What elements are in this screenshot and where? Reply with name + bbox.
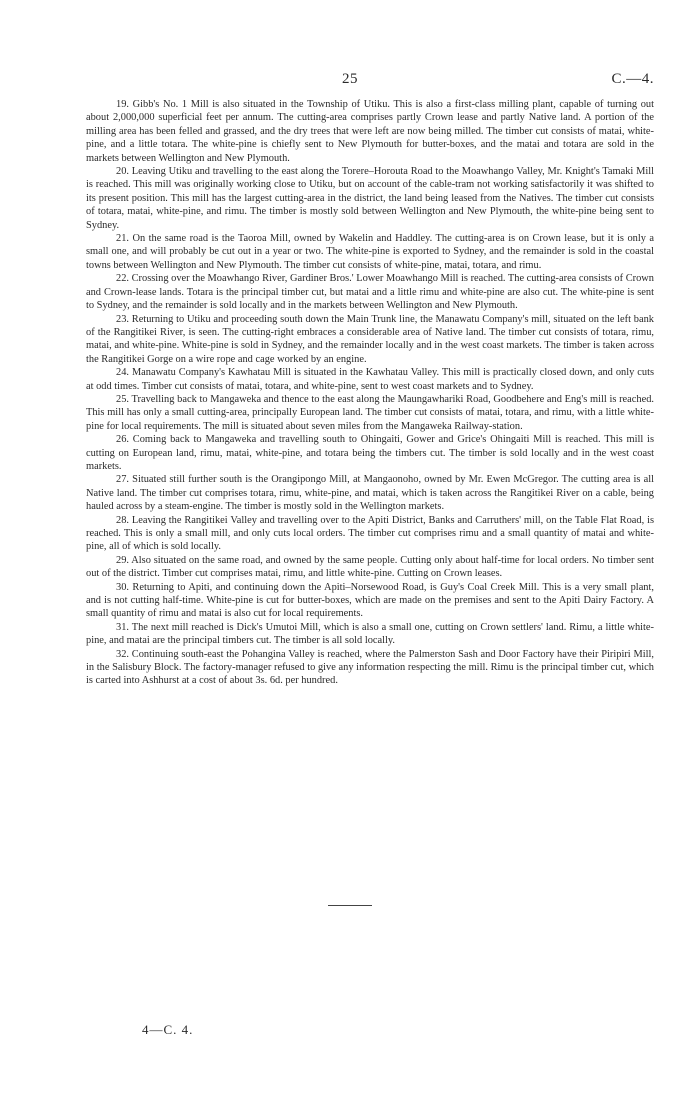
body-text — [86, 98, 654, 688]
paragraph-28: 28. Leaving the Rangitikei Valley and travelling over to the Apiti District, Banks and Carruthers' mill, on the Table Flat Road, is reached. This is only a small mill, and only cuts local orders. The timber cut comprises rimu and a small quantity of matai and white-pine, all of which is sold locally. — [86, 514, 654, 553]
footer-signature: 4—C. 4. — [142, 1022, 194, 1037]
paragraph-19: 19. Gibb's No. 1 Mill is also situated in the Township of Utiku. This is also a first-class milling plant, capable of turning out about 2,000,000 superficial feet per annum. The cutting-area comprises partly Crown lease and partly Native land. A portion of the milling area has been felled and grassed, and the dry trees that were left are now being milled. The timber cut consists of matai, white-pine, and a little totara. The white-pine is chiefly sent to New Plymouth for butter-boxes, and the matai and totara are sold in the markets between Wellington and New Plymouth. — [86, 99, 654, 164]
paragraph-20: 20. Leaving Utiku and travelling to the east along the Torere–Horouta Road to the Moawhango Valley, Mr. Knight's Tamaki Mill is reached. This mill was originally working close to Utiku, but on account of the cable-tram not working satisfactorily it was shifted to its present position. This mill has the largest cutting-area in the district, the land being leased from the Natives. The timber cut consists of totara, matai, white-pine, and rimu. The timber is mostly sold between Wellington and New Plymouth, the white-pine being sent to Sydney. — [86, 166, 654, 231]
paragraph-27: 27. Situated still further south is the Orangipongo Mill, at Mangaonoho, owned by Mr. Ewen McGregor. The cutting area is all Native land. The timber cut comprises totara, rimu, white-pine, and matai, which is taken across the Rangitikei River on a cable, being hauled across by a steam-engine. The timber is mostly sold in the Wellington markets. — [86, 474, 654, 513]
paragraph-26: 26. Coming back to Mangaweka and travelling south to Ohingaiti, Gower and Grice's Ohingaiti Mill is reached. This mill is cutting on European land, rimu, matai, white-pine, and totara being the timbers cut. The timber is sold locally and in the west coast markets. — [86, 434, 654, 472]
paragraph-21: 21. On the same road is the Taoroa Mill, owned by Wakelin and Haddley. The cutting-area is on Crown lease, but it is only a small one, and will probably be cut out in a year or two. The white-pine is exported to Sydney, and the remainder is sold in the coastal towns between Wellington and New Plymouth. The timber cut consists of white-pine, matai, totara, and rimu. — [86, 233, 654, 271]
paragraph-23: 23. Returning to Utiku and proceeding south down the Main Trunk line, the Manawatu Company's mill, situated on the left bank of the Rangitikei River, is seen. The cutting-right embraces a considerable area of Native land. The timber cut consists of totara, rimu, matai, and white-pine. White-pine is sold in Sydney, and the remainder locally and in the west coast markets. The timber is taken across the Rangitikei Gorge on a wire rope and cage worked by an engine. — [86, 313, 654, 365]
page-header-number: 25 — [342, 71, 358, 87]
paragraph-32: 32. Continuing south-east the Pohangina Valley is reached, where the Palmerston Sash and Door Factory have their Piripiri Mill, in the Salisbury Block. The factory-manager refused to give any information respecting the mill. Rimu is the principal timber cut, which is carted into Ashhurst at a cost of about 3s. 6d. per hundred. — [86, 648, 654, 687]
paragraph-29: 29. Also situated on the same road, and owned by the same people. Cutting only about half-time for local orders. No timber sent out of the district. Timber cut comprises matai, rimu, and little white-pine. Cutting on Crown leases. — [86, 554, 654, 580]
page-header-ref: C.—4. — [611, 71, 654, 87]
paragraph-22: 22. Crossing over the Moawhango River, Gardiner Bros.' Lower Moawhango Mill is reached. The cutting-area consists of Crown and Crown-lease lands. Totara is the principal timber cut, but matai and a little rimu and white-pine are also cut. The white-pine is sent to Sydney, and the remainder is sold locally and in the markets between Wellington and New Plymouth. — [86, 273, 654, 312]
paragraph-24: 24. Manawatu Company's Kawhatau Mill is situated in the Kawhatau Valley. This mill is practically closed down, and only cuts at odd times. Timber cut consists of matai, totara, and white-pine, sent to west coast markets and to Sydney. — [86, 367, 654, 392]
paragraph-31: 31. The next mill reached is Dick's Umutoi Mill, which is also a small one, cutting on Crown settlers' land. Rimu, a little white-pine, and matai are the principal timbers cut. The timber is all sold locally. — [86, 621, 654, 647]
section-divider — [328, 905, 372, 906]
paragraph-30: 30. Returning to Apiti, and continuing down the Apiti–Norsewood Road, is Guy's Coal Creek Mill. This is a very small plant, and is not cutting half-time. White-pine is cut for butter-boxes, which are made on the premises and sent to the Apiti Dairy Factory. A small quantity of rimu and matai is also cut for local requirements. — [86, 581, 654, 620]
paragraph-25: 25. Travelling back to Mangaweka and thence to the east along the Maungawhariki Road, Goodbehere and Eng's mill is reached. This mill has only a small cutting-area, principally European land. The timber cut consists of matai, totara, and rimu, with a little white-pine for local requirements. The mill is situated about seven miles from the Mangaweka Railway-station. — [86, 393, 654, 432]
